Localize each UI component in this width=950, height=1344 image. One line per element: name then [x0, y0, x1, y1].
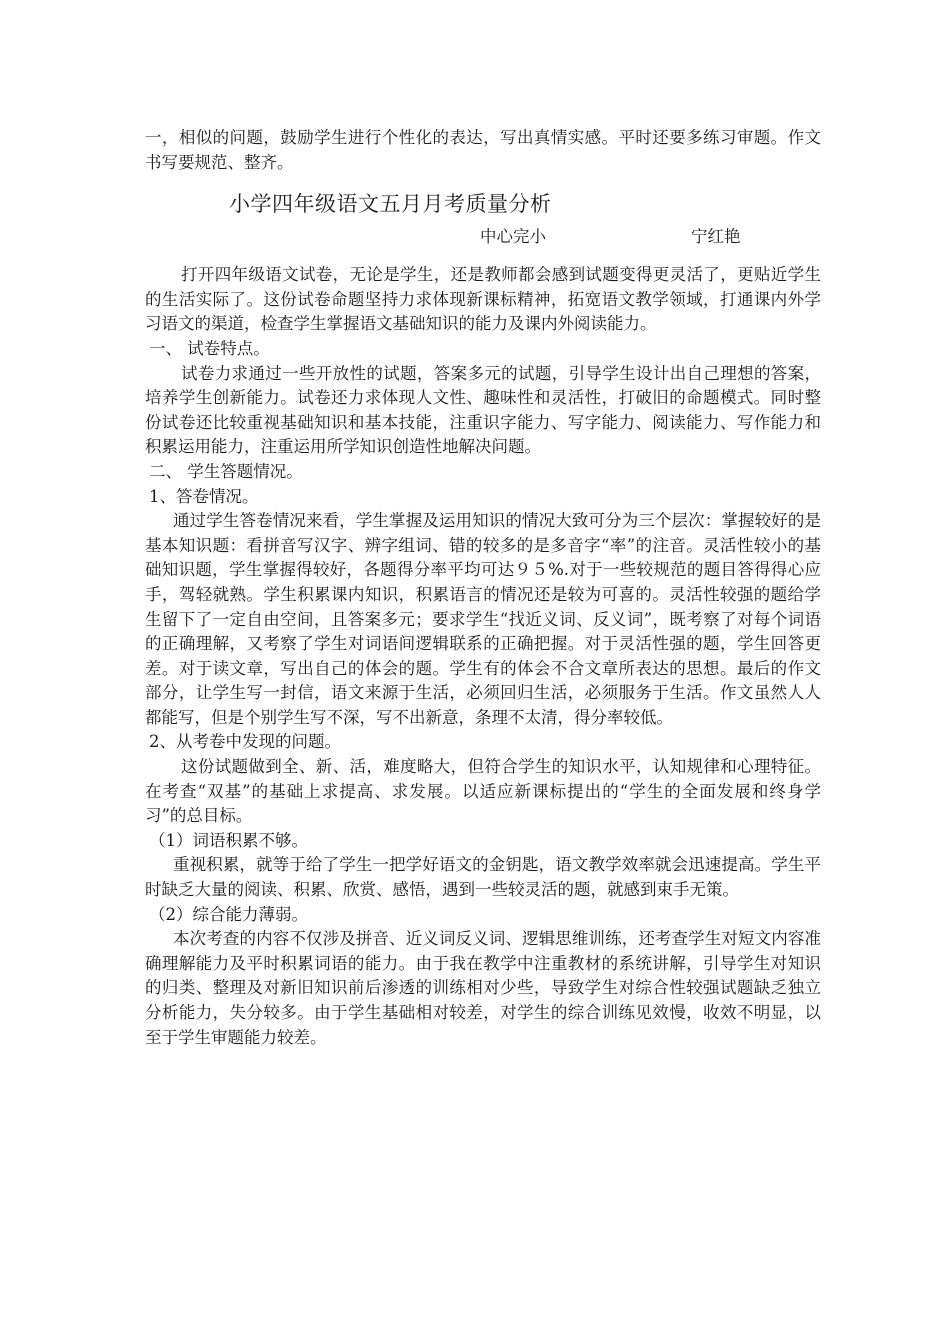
sub1-heading: 1、答卷情况。	[149, 486, 259, 506]
section1-body: 试卷力求通过一些开放性的试题，答案多元的试题，引导学生设计出自己理想的答案，培养学生创新能力。试卷还力求体现人文性、趣味性和灵活性，打破旧的命题模式。同时整份试卷还比较重视基础知识和基本技能，注重识字能力、写字能力、阅读能力、写作能力和积累运用能力，注重运用所学知识创造性地解决问题。	[145, 363, 821, 457]
point2-heading: （2）综合能力薄弱。	[149, 904, 308, 924]
school-name: 中心完小	[480, 227, 546, 247]
section1-heading: 一、 试卷特点。	[149, 338, 270, 358]
point1-heading: （1）词语积累不够。	[149, 830, 308, 850]
sub2-body: 这份试题做到全、新、活，难度略大，但符合学生的知识水平，认知规律和心理特征。在考查“双基”的基础上求提高、求发展。以适应新课标提出的“学生的全面发展和终身学习”的总目标。	[145, 757, 821, 826]
author-line	[145, 223, 821, 263]
document-page	[145, 126, 821, 1050]
point1-body: 重视积累，就等于给了学生一把学好语文的金钥匙，语文教学效率就会迅速提高。学生平时缺乏大量的阅读、积累、欣赏、感悟，遇到一些较灵活的题，就感到束手无策。	[145, 855, 821, 900]
point2-body: 本次考查的内容不仅涉及拼音、近义词反义词、逻辑思维训练，还考查学生对短文内容准确理解能力及平时积累词语的能力。由于我在教学中注重教材的系统讲解，引导学生对知识的归类、整理及对新旧知识前后渗透的训练相对少些，导致学生对综合性较强试题缺乏独立分析能力，失分较多。由于学生基础相对较差，对学生的综合训练见效慢，收效不明显，以至于学生审题能力较差。	[145, 929, 821, 1047]
sub2-heading: 2、从考卷中发现的问题。	[149, 732, 341, 752]
opening-paragraph: 打开四年级语文试卷，无论是学生，还是教师都会感到试题变得更灵活了，更贴近学生的生活实际了。这份试卷命题坚持力求体现新课标精神，拓宽语文教学领域，打通课内外学习语文的渠道，检查学生掌握语文基础知识的能力及课内外阅读能力。	[145, 265, 821, 334]
author-name: 宁红艳	[691, 227, 741, 247]
sub1-body: 通过学生答卷情况来看，学生掌握及运用知识的情况大致可分为三个层次：掌握较好的是基本知识题：看拼音写汉字、辨字组词、错的较多的是多音字“率”的注音。灵活性较小的基础知识题，学生掌握得较好，各题得分率平均可达９５%.对于一些较规范的题目答得得心应手，驾轻就熟。学生积累课内知识，积累语言的情况还是较为可喜的。灵活性较强的题给学生留下了一定自由空间，且答案多元；要求学生“找近义词、反义词”，既考察了对每个词语的正确理解，又考察了学生对词语间逻辑联系的正确把握。对于灵活性强的题，学生回答更差。对于读文章，写出自己的体会的题。学生有的体会不合文章所表达的思想。最后的作文部分，让学生写一封信，语文来源于生活，必须回归生活，必须服务于生活。作文虽然人人都能写，但是个别学生写不深，写不出新意，条理不太清，得分率较低。	[145, 511, 821, 727]
intro-fragment: 一，相似的问题，鼓励学生进行个性化的表达，写出真情实感。平时还要多练习审题。作文书写要规范、整齐。	[145, 128, 821, 172]
document-title: 小学四年级语文五月月考质量分析	[229, 192, 552, 217]
section2-heading: 二、 学生答题情况。	[149, 461, 303, 481]
